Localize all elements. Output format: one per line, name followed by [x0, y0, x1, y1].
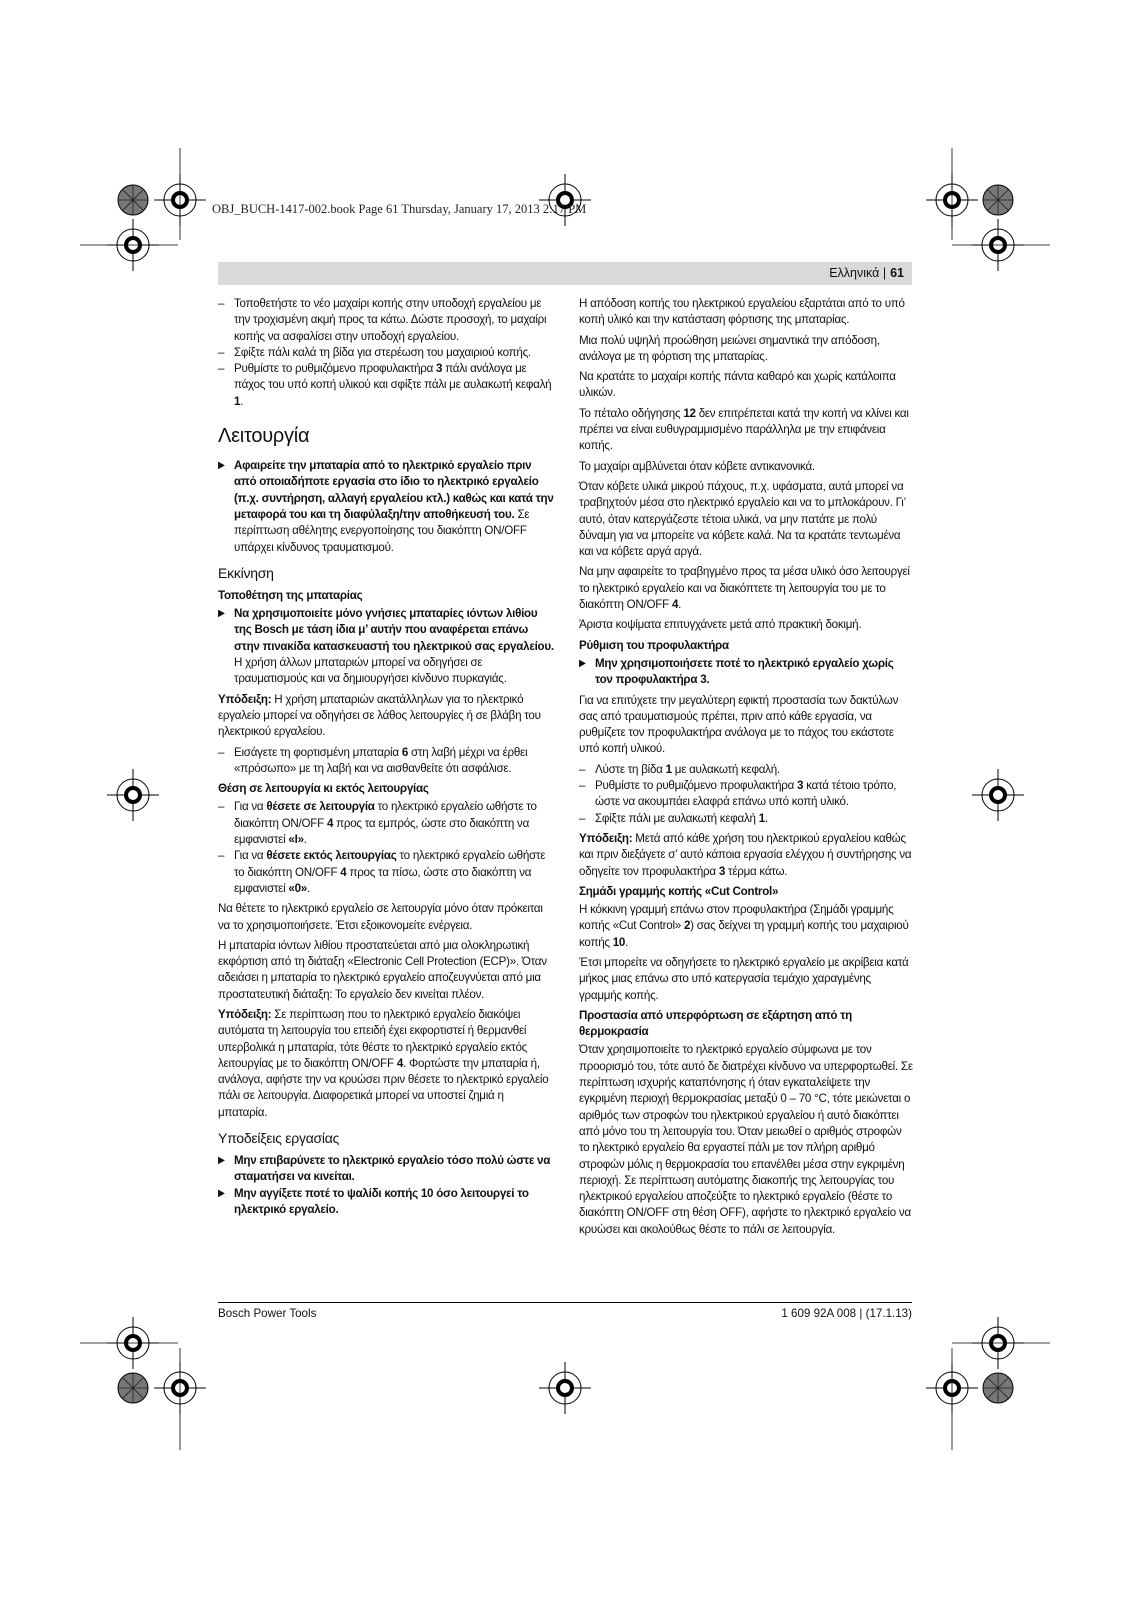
paragraph: Έτσι μπορείτε να οδηγήσετε το ηλεκτρικό εργαλείο με ακρίβεια κατά μήκος μιας επάνω στο υπό κατεργασία τεμάχιο χαραγμένης γραμμής κοπής.: [579, 955, 909, 1002]
text: Για να: [234, 849, 267, 863]
subsection-heading-tips: Υποδείξεις εργασίας: [218, 1130, 340, 1147]
paragraph: Το μαχαίρι αμβλύνεται όταν κόβετε αντικανονικά.: [579, 459, 815, 473]
paragraph: Η μπαταρία ιόντων λιθίου προστατεύεται από μια ολοκληρωτική εκφόρτιση από τη διάταξη «Electronic Cell Protection (ECP)». Όταν αδειάσει η μπαταρία το ηλεκτρικό εργαλείο αποζευγνύεται από μια προστατευτική διάταξη: Το εργαλείο δεν κινείται πλέον.: [218, 938, 547, 1001]
text: πάλι ανάλογα με πάχος του υπό κοπή υλικού και σφίξτε πάλι με αυλακωτή κεφαλή: [234, 362, 552, 392]
list-item: [579, 811, 913, 827]
subheading-battery: Τοποθέτηση της μπαταρίας: [218, 588, 363, 602]
ref-number: 3: [436, 362, 443, 376]
footer-brand: Bosch Power Tools: [218, 1307, 317, 1320]
list-item: – Τοποθετήστε το νέο μαχαίρι κοπής στην υποδοχή εργαλείου με την τροχισμένη ακμή προς τα κάτω. Δώστε προσοχή, το μαχαίρι κοπής να ασφαλίσει στην υποδοχή εργαλείου.: [218, 296, 554, 345]
warning-list: [579, 656, 913, 689]
text: Η κόκκινη γραμμή επάνω στον προφυλακτήρα (Σημάδι γραμμής κοπής «Cut Control»: [579, 903, 894, 933]
list-item: [218, 745, 554, 778]
ref-number: 4: [396, 1056, 404, 1070]
note-paragraph: [218, 692, 554, 741]
warning-text: Σε περίπτωση αθέλητης ενεργοποίησης του διακόπτη ON/OFF υπάρχει κίνδυνος τραυματισμού.: [234, 507, 530, 554]
page-header-label: Ελληνικά | 61: [829, 266, 904, 280]
paragraph: Να θέτετε το ηλεκτρικό εργαλείο σε λειτουργία μόνο όταν πρόκειται να το χρησιμοποιήσετε. Έτσι εξοικονομείτε ενέργεια.: [218, 902, 543, 932]
text: Η χρήση μπαταριών ακατάλληλων για το ηλεκτρικό εργαλείο μπορεί να οδηγήσει σε λάθος λειτουργίες ή σε βλάβη του ηλεκτρικού εργαλείου.: [218, 692, 541, 739]
text: το ηλεκτρικό εργαλείο ωθήστε το διακόπτη ON/OFF: [234, 800, 537, 830]
text: Ρυθμίστε το ρυθμιζόμενο προφυλακτήρα: [234, 362, 437, 376]
note-label: Υπόδειξη:: [579, 831, 633, 845]
warning-bold: Να χρησιμοποιείτε μόνο γνήσιες μπαταρίες ιόντων λιθίου της Bosch με τάση ίδια μ’ αυτήν που αναφέρεται επάνω στην πινακίδα κατασκευαστή του ηλεκτρικού σας εργαλείου.: [234, 607, 554, 653]
warning-bold: Αφαιρείτε την μπαταρία από το ηλεκτρικό εργαλείο πριν από οποιαδήποτε εργασία στο ίδιο το ηλεκτρικό εργαλείο (π.χ. συντήρηση, αλλαγή εργαλείου κτλ.) καθώς και κατά την μεταφορά του και τη διαφύλαξη/την αποθήκευσή του.: [234, 459, 554, 521]
list-item: [579, 778, 913, 811]
warning-item: [218, 606, 554, 687]
footer-doc-number: 1 609 92A 008 | (17.1.13): [781, 1307, 912, 1320]
warning-list: [218, 606, 554, 687]
paragraph: Η απόδοση κοπής του ηλεκτρικού εργαλείου εξαρτάται από το υπό κοπή υλικό και την κατάσταση φόρτισης της μπαταρίας.: [579, 297, 905, 327]
ref-number: 1: [758, 811, 765, 825]
page-number: 61: [890, 266, 904, 280]
warning-list: [218, 458, 554, 556]
ref-number: 3: [797, 779, 804, 793]
paragraph: Όταν κόβετε υλικά μικρού πάχους, π.χ. υφάσματα, αυτά μπορεί να τραβηχτούν μέσα στο ηλεκτρικό εργαλείο και να το μπλοκάρουν. Γι’ αυτό, όταν κατεργάζεστε τέτοια υλικά, να μην πατάτε με πολύ δύναμη για να μπορείτε να κόβετε καλά. Να τα κρατάτε τεντωμένα και να κόβετε αργά αργά.: [579, 479, 906, 559]
text: Για να: [234, 800, 267, 814]
text: με αυλακωτή κεφαλή.: [671, 762, 780, 776]
ref-number: 4: [671, 598, 679, 612]
ref-number: 12: [683, 406, 696, 420]
text: Σε περίπτωση που το ηλεκτρικό εργαλείο διακόψει αυτόματα τη λειτουργία του επειδή έχει εκφορτιστεί ή θερμανθεί υπερβολικά η μπαταρία, τότε θέστε το ηλεκτρικό εργαλείο εκτός λειτουργίας με το διακόπτη ON/OFF: [218, 1007, 528, 1070]
bold-text: θέσετε σε λειτουργία: [266, 800, 375, 814]
right-column: [579, 296, 913, 1242]
ref-number: 1: [234, 394, 241, 408]
text: Μετά από κάθε χρήση του ηλεκτρικού εργαλείου καθώς και πριν διεξάγετε σ’ αυτό κάποια εργασία ελέγχου ή συντήρησης να οδηγείτε τον προφυλακτήρα: [579, 831, 912, 878]
intro-list: [218, 296, 554, 410]
text: τέρμα κάτω.: [725, 864, 788, 878]
ref-number: 4: [326, 816, 334, 830]
ref-number: 10: [612, 935, 626, 949]
text: το ηλεκτρικό εργαλείο ωθήστε το διακόπτη ON/OFF: [234, 849, 546, 879]
bold-text: «I»: [288, 833, 304, 847]
subheading-overload: Προστασία από υπερφόρτωση σε εξάρτηση από τη θερμοκρασία: [579, 1008, 852, 1039]
list-item: [579, 762, 913, 778]
left-column: [218, 296, 554, 1222]
paragraph: Όταν χρησιμοποιείτε το ηλεκτρικό εργαλείο σύμφωνα με τον προορισμό του, τότε αυτό δε διατρέχει κίνδυνο να υπερφορτωθεί. Σε περίπτωση ισχυρής καταπόνησης ή όταν εγκαταλείψετε την εγκριμένη περιοχή θερμοκρασίας μεταξύ 0 – 70 °C, τότε μειώνεται ο αριθμός των στροφών του ηλεκτρικού εργαλείου ή αυτό διακόπτει από μόνο του τη λειτουργία του. Όταν μειωθεί ο αριθμός στροφών το ηλεκτρικό εργαλείο θα εργαστεί πάλι με τον πλήρη αριθμό στροφών μόλις η θερμοκρασία του επανέλθει μέσα στην εγκριμένη περιοχή. Σε περίπτωση αυτόματης διακοπής της λειτουργίας του ηλεκτρικού εργαλείου αποζεύξτε το ηλεκτρικό εργαλείο (θέστε το διακόπτη ON/OFF στη θέση OFF), αφήστε το ηλεκτρικό εργαλείο να κρυώσει και ακολούθως θέστε το πάλι σε λειτουργία.: [579, 1043, 913, 1236]
text: στη λαβή μέχρι να έρθει «πρόσωπο» με τη λαβή και να αισθανθείτε ότι ασφάλισε.: [234, 745, 528, 775]
text: . Φορτώστε την μπαταρία ή, ανάλογα, αφήστε την να κρυώσει πριν θέσετε το ηλεκτρικό εργαλείο πάλι σε λειτουργία. Διαφορετικά μπορεί να υποστεί ζημιά η μπαταρία.: [218, 1056, 549, 1119]
print-header: OBJ_BUCH-1417-002.book Page 61 Thursday, January 17, 2013 2:17 PM: [212, 202, 587, 216]
warning-item: ▶ Μην χρησιμοποιήσετε ποτέ το ηλεκτρικό εργαλείο χωρίς τον προφυλακτήρα 3.: [579, 656, 913, 689]
text: προς τα πίσω, ώστε στο διακόπτη να εμφανιστεί: [234, 865, 532, 895]
guard-list: [579, 762, 913, 827]
battery-list: [218, 745, 554, 778]
text: προς τα εμπρός, ώστε στο διακόπτη να εμφανιστεί: [234, 816, 530, 847]
list-item: – Σφίξτε πάλι καλά τη βίδα για στερέωση του μαχαιριού κοπής.: [218, 345, 554, 361]
paragraph: Για να επιτύχετε την μεγαλύτερη εφικτή προστασία των δακτύλων σας από τραυματισμούς πρέπει, πριν από κάθε εργασία, να ρυθμίζετε τον προφυλακτήρα ανάλογα με το πάχος του εκάστοτε υπό κοπή υλικού.: [579, 693, 899, 756]
paragraph: Μια πολύ υψηλή προώθηση μειώνει σημαντικά την απόδοση, ανάλογα με τη φόρτιση της μπαταρίας.: [579, 333, 880, 363]
text: Σφίξτε πάλι με αυλακωτή κεφαλή: [595, 811, 759, 825]
paragraph: [579, 902, 913, 951]
warning-list: [218, 1153, 554, 1218]
text: Εισάγετε τη φορτισμένη μπαταρία: [234, 745, 402, 759]
text: .: [625, 935, 629, 949]
paragraph: Να κρατάτε το μαχαίρι κοπής πάντα καθαρό και χωρίς κατάλοιπα υλικών.: [579, 370, 896, 400]
bold-text: «0»: [288, 881, 307, 895]
list-item: [218, 799, 554, 848]
note-paragraph: [579, 831, 913, 880]
text: Ρυθμίστε το ρυθμιζόμενο προφυλακτήρα: [595, 779, 798, 793]
text: .: [307, 881, 310, 895]
text: Να μην αφαιρείτε το τραβηγμένο προς τα μέσα υλικό όσο λειτουργεί το ηλεκτρικό εργαλείο και να διακόπτετε τη λειτουργία του με το διακόπτη ON/OFF: [579, 565, 910, 612]
note-label: Υπόδειξη:: [218, 692, 272, 706]
warning-item: [218, 458, 554, 556]
ref-number: 2: [683, 919, 691, 933]
subheading-cut-control: Σημάδι γραμμής κοπής «Cut Control»: [579, 884, 779, 898]
footer-rule: [218, 1302, 912, 1303]
bold-text: θέσετε εκτός λειτουργίας: [266, 849, 397, 863]
text: .: [303, 833, 307, 847]
note-paragraph: [218, 1007, 554, 1121]
language-label: Ελληνικά: [829, 266, 880, 280]
list-item: [218, 848, 554, 897]
text: δεν επιτρέπεται κατά την κοπή να κλίνει και πρέπει να είναι ευθυγραμμισμένο παράλληλα με την επιφάνεια κοπής.: [579, 406, 909, 453]
text: .: [764, 811, 768, 825]
text: Λύστε τη βίδα: [595, 762, 666, 776]
paragraph: [579, 406, 913, 455]
text: .: [678, 598, 682, 612]
note-label: Υπόδειξη:: [218, 1007, 272, 1021]
subsection-heading-start: Εκκίνηση: [218, 564, 274, 581]
subheading-onoff: Θέση σε λειτουργία κι εκτός λειτουργίας: [218, 782, 429, 796]
ref-number: 4: [340, 865, 347, 879]
warning-item: ▶ Μην επιβαρύνετε το ηλεκτρικό εργαλείο τόσο πολύ ώστε να σταματήσει να κινείται.: [218, 1153, 554, 1186]
ref-number: 1: [665, 762, 672, 776]
warning-item: ▶ Μην αγγίξετε ποτέ το ψαλίδι κοπής 10 όσο λειτουργεί το ηλεκτρικό εργαλείο.: [218, 1186, 554, 1219]
list-item: [218, 361, 554, 410]
ref-number: 6: [401, 745, 409, 759]
paragraph: Άριστα κοψίματα επιτυγχάνετε μετά από πρακτική δοκιμή.: [579, 618, 862, 632]
page-header: [218, 262, 912, 285]
onoff-list: [218, 799, 554, 897]
subheading-guard: Ρύθμιση του προφυλακτήρα: [579, 638, 729, 652]
text: κατά τέτοιο τρόπο, ώστε να ακουμπάει ελαφρά επάνω υπό κοπή υλικό.: [595, 779, 897, 809]
text: ) σας δείχνει τη γραμμή κοπής του μαχαιριού κοπής: [579, 919, 909, 949]
text: .: [240, 394, 244, 408]
section-heading-operation: Λειτουργία: [218, 425, 310, 448]
ref-number: 3: [718, 864, 726, 878]
text: Το πέταλο οδήγησης: [579, 406, 684, 420]
warning-text: Η χρήση άλλων μπαταριών μπορεί να οδηγήσει σε τραυματισμούς και να δημιουργήσει κίνδυνο πυρκαγιάς.: [234, 656, 507, 686]
paragraph: [579, 564, 913, 613]
